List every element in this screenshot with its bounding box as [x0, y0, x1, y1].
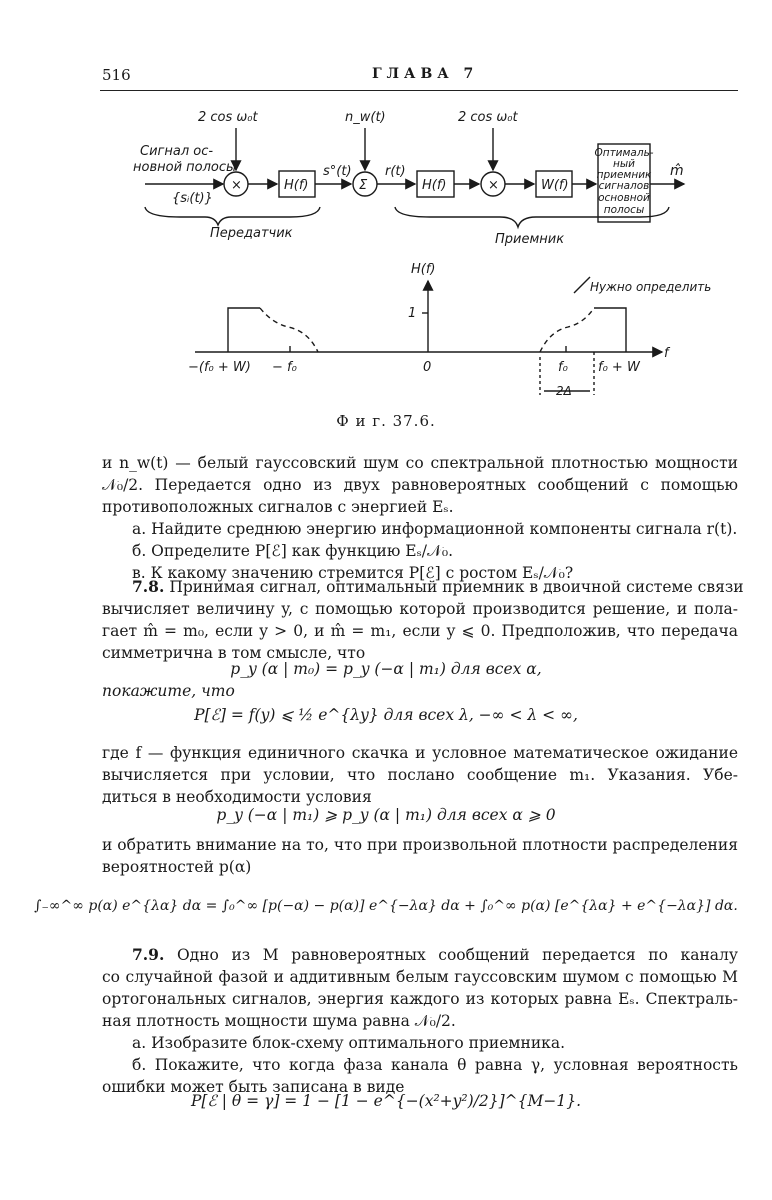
- figure-37-6: [0, 95, 772, 405]
- problem-7-8: [102, 576, 744, 664]
- filter-h-rx: H(f): [422, 178, 447, 193]
- text-line: 𝒩₀/2. Передается одно из двух равновероятных сообщений с помощью: [102, 476, 738, 494]
- transmitter-label: Передатчик: [210, 226, 293, 241]
- equation-1: p_y (α | m₀) = p_y (−α | m₁) для всех α,: [230, 660, 542, 678]
- tick-neg-f0w: −(f₀ + W): [188, 360, 251, 375]
- list-item: б. Определите P[ℰ] как функцию Eₛ/𝒩₀.: [132, 542, 454, 560]
- multiplier-right: ×: [488, 178, 499, 193]
- text-line: со случайной фазой и аддитивным белым гауссовским шумом с помощью M: [102, 968, 738, 986]
- delta-label: 2Δ: [556, 384, 572, 398]
- noise-label: n_w(t): [345, 110, 386, 125]
- optimal-box-line-6: полосы: [603, 204, 645, 216]
- list-item: а. Найдите среднюю энергию информационной компоненты сигнала r(t).: [132, 520, 738, 538]
- header-rule: [100, 90, 738, 91]
- text-line: вычисляется при условии, что послано сообщение m₁. Указания. Убе-: [102, 766, 738, 784]
- output-label: m̂: [670, 163, 684, 179]
- text-line: ошибки может быть записана в виде: [102, 1078, 405, 1096]
- text-line: вероятностей p(α): [102, 858, 252, 876]
- optimal-box-line-5: основной: [598, 192, 650, 204]
- problem-text: Одно из M равновероятных сообщений передается по каналу: [176, 946, 738, 964]
- plot-xlabel: f: [664, 346, 669, 361]
- text-line: вычисляет величину y, с помощью которой производится решение, и пола-: [102, 600, 738, 618]
- text-line: где f — функция единичного скачка и условное математическое ожидание: [102, 744, 738, 762]
- text-line: покажите, что: [102, 682, 235, 700]
- problem-number: 7.8.: [132, 577, 165, 596]
- input-set-label: {sᵢ(t)}: [172, 191, 213, 206]
- list-item: в. К какому значению стремится P[ℰ] с ростом Eₛ/𝒩₀?: [132, 564, 574, 582]
- page-number: 516: [102, 66, 131, 84]
- plot-annotation: Нужно определить: [590, 280, 712, 294]
- problem-7-9: [102, 944, 738, 1098]
- spectrum-plot: [195, 277, 662, 395]
- paragraph-after-eq3: [102, 834, 738, 878]
- text-line: и n_w(t) — белый гауссовский шум со спектральной плотностью мощности: [102, 454, 738, 472]
- tick-f0: f₀: [558, 360, 568, 375]
- figure-caption: Ф и г. 37.6.: [336, 412, 436, 430]
- carrier-left-label: 2 cos ω₀t: [198, 110, 258, 125]
- text-line: [102, 944, 738, 966]
- text-line: и обратить внимание на то, что при произвольной плотности распределения: [102, 836, 738, 854]
- filter-w: W(f): [541, 178, 569, 193]
- plot-y-tick: 1: [408, 306, 417, 321]
- text-line: ортогональных сигналов, энергия каждого из которых равна Eₛ. Спектраль-: [102, 990, 738, 1008]
- tick-f0w: f₀ + W: [598, 360, 640, 375]
- tick-zero: 0: [423, 360, 432, 375]
- optimal-box-line-4: сигналов: [598, 180, 650, 192]
- tick-neg-f0: − f₀: [272, 360, 297, 375]
- summer: Σ: [359, 178, 368, 193]
- filter-h-tx: H(f): [284, 178, 309, 193]
- receiver-label: Приемник: [495, 232, 565, 247]
- optimal-box-line-1: Оптималь-: [594, 147, 654, 159]
- plot-ylabel: H(f): [411, 262, 436, 277]
- problem-number: 7.9.: [132, 945, 165, 964]
- input-label-1: Сигнал ос-: [140, 144, 214, 159]
- list-item: а. Изобразите блок-схему оптимального приемника.: [132, 1034, 566, 1052]
- text-line: ная плотность мощности шума равна 𝒩₀/2.: [102, 1012, 456, 1030]
- rx-input-label: r(t): [385, 164, 406, 179]
- multiplier-left: ×: [231, 178, 242, 193]
- equation-3: p_y (−α | m₁) ⩾ p_y (α | m₁) для всех α ⩾ 0: [216, 806, 556, 824]
- equation-4: ∫₋∞^∞ p(α) e^{λα} dα = ∫₀^∞ [p(−α) − p(α)] e^{−λα} dα + ∫₀^∞ p(α) [e^{λα} + e^{−λα}] dα.: [34, 898, 738, 914]
- problem-text: Принимая сигнал, оптимальный приемник в двоичной системе связи: [169, 578, 744, 596]
- text-line: [102, 576, 744, 598]
- text-line: диться в необходимости условия: [102, 788, 372, 806]
- equation-5: P[ℰ | θ = γ] = 1 − [1 − e^{−(x²+y²)/2}]^{M−1}.: [190, 1092, 582, 1110]
- optimal-box-line-3: приемник: [596, 169, 652, 181]
- text-line: симметрична в том смысле, что: [102, 644, 366, 662]
- paragraph-after-eq2: [102, 742, 738, 808]
- list-item: б. Покажите, что когда фаза канала θ равна γ, условная вероятность: [132, 1056, 738, 1074]
- tx-output-label: s°(t): [323, 164, 352, 179]
- text-line: гает m̂ = m₀, если y > 0, и m̂ = m₁, если y ⩽ 0. Предположив, что передача: [102, 622, 738, 640]
- chapter-header: ГЛАВА 7: [372, 66, 479, 82]
- input-label-2: новной полосы: [133, 160, 237, 175]
- show-that: [102, 680, 738, 702]
- text-line: противоположных сигналов с энергией Eₛ.: [102, 498, 454, 516]
- equation-2: P[ℰ] = f(y) ⩽ ½ e^{λy} для всех λ, −∞ < λ < ∞,: [194, 706, 578, 724]
- optimal-box-line-2: ный: [613, 158, 635, 170]
- paragraph-noise: [102, 452, 738, 584]
- carrier-right-label: 2 cos ω₀t: [458, 110, 518, 125]
